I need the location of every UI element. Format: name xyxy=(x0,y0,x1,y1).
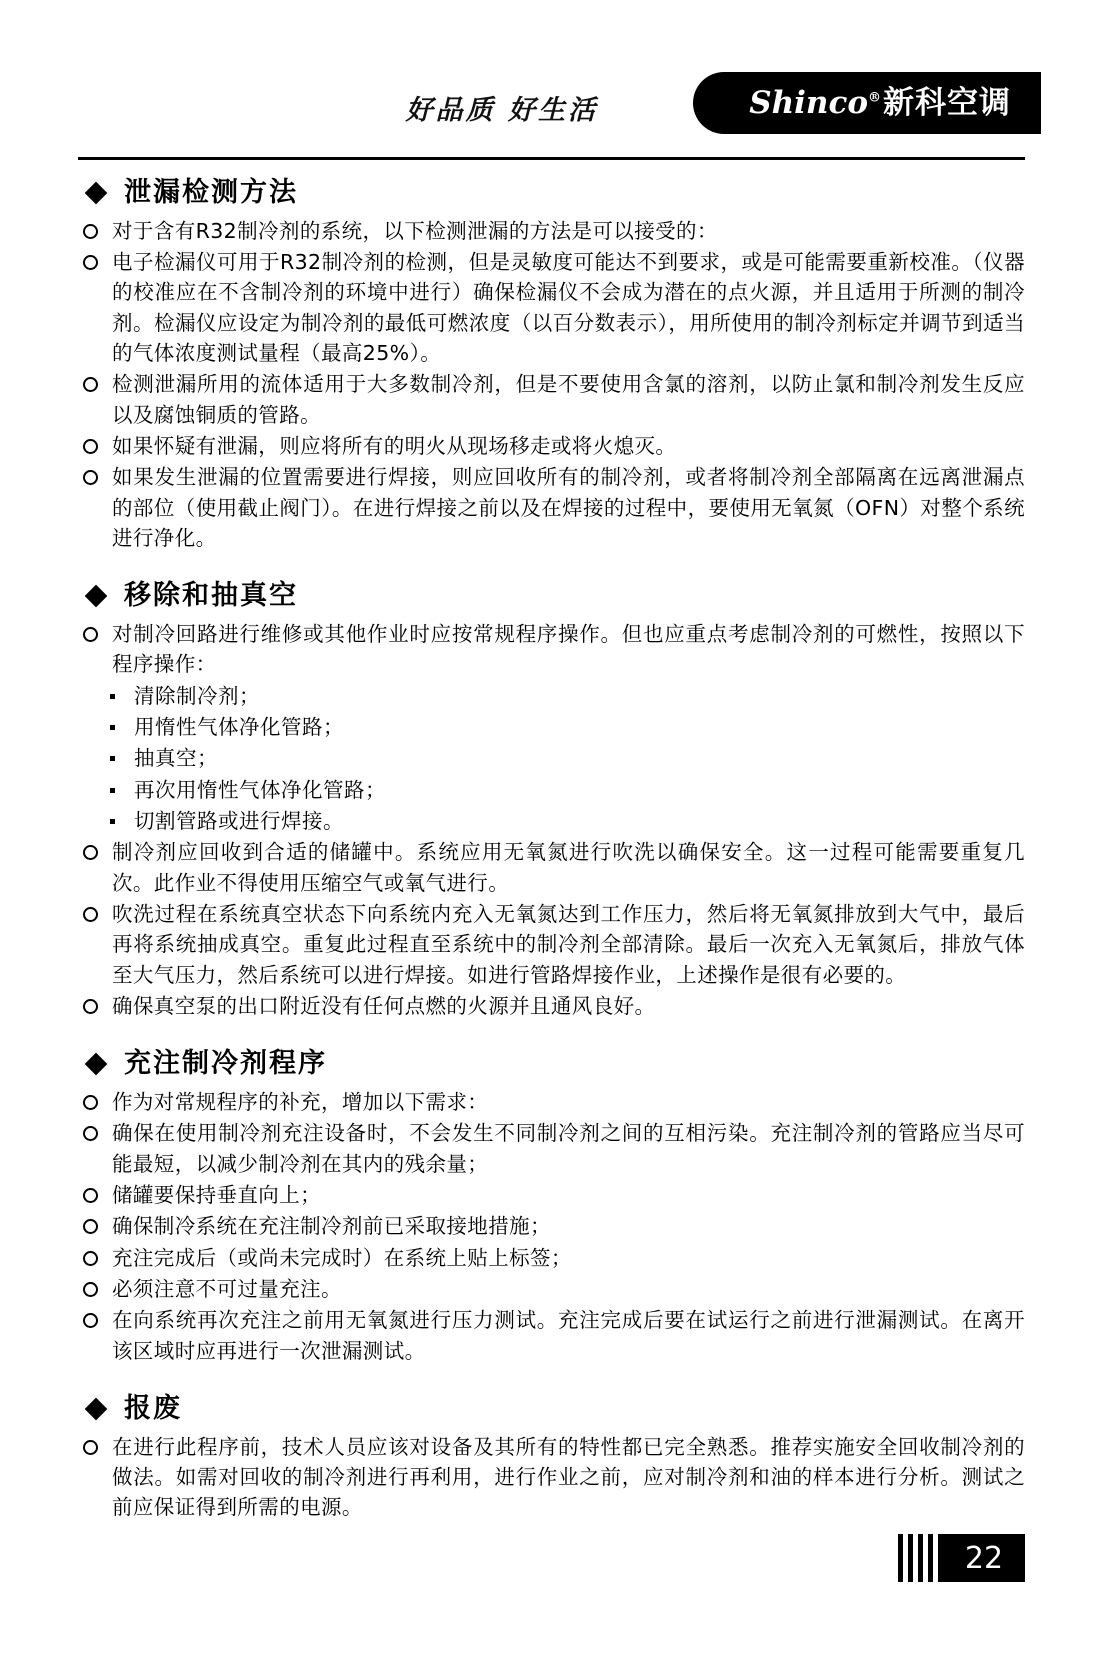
page-footer xyxy=(898,1534,1025,1582)
list-item xyxy=(78,806,1025,836)
list-item xyxy=(78,775,1025,805)
list-item-text: 电子检漏仪可用于R32制冷剂的检测，但是灵敏度可能达不到要求，或是可能需要重新校准。（仪器的校准应在不含制冷剂的环境中进行）确保检漏仪不会成为潜在的点火源，并且适用于所测的制冷剂。检漏仪应设定为制冷剂的最低可燃浓度（以百分数表示），用所使用的制冷剂标定并调节到适当的气体浓度测试量程（最高25%）。 xyxy=(112,250,1025,366)
list-item xyxy=(78,899,1025,990)
list-item-text: 确保真空泵的出口附近没有任何点燃的火源并且通风良好。 xyxy=(112,994,656,1019)
list-item-text: 如果发生泄漏的位置需要进行焊接，则应回收所有的制冷剂，或者将制冷剂全部隔离在远离泄漏点的部位（使用截止阀门）。在进行焊接之前以及在焊接的过程中，要使用无氧氮（OFN）对整个系统进行净化。 xyxy=(112,465,1025,551)
section-leak-detection xyxy=(78,176,1025,553)
diamond-bullet-icon xyxy=(85,1398,108,1421)
page-header xyxy=(0,60,1103,160)
list-item xyxy=(78,216,1025,246)
list-item xyxy=(78,991,1025,1021)
list-item-text: 对于含有R32制冷剂的系统，以下检测泄漏的方法是可以接受的： xyxy=(112,218,718,243)
list-item xyxy=(78,431,1025,461)
circle-bullet-icon xyxy=(83,439,98,454)
list-item xyxy=(78,743,1025,773)
list-item xyxy=(78,1211,1025,1241)
section-item-list xyxy=(78,1087,1025,1366)
list-item-text: 检测泄漏所用的流体适用于大多数制冷剂，但是不要使用含氯的溶剂，以防止氯和制冷剂发生反应以及腐蚀铜质的管路。 xyxy=(112,372,1025,427)
list-item xyxy=(78,462,1025,553)
section-item-list xyxy=(78,619,1025,1021)
list-item xyxy=(78,1274,1025,1304)
list-item xyxy=(78,1243,1025,1273)
circle-bullet-icon xyxy=(83,999,98,1014)
section-title-text: 泄漏检测方法 xyxy=(124,177,298,208)
footer-barcode-decoration xyxy=(898,1534,943,1582)
section-item-list xyxy=(78,1432,1025,1523)
circle-bullet-icon xyxy=(83,1126,98,1141)
list-item-text: 清除制冷剂； xyxy=(134,683,260,708)
circle-bullet-icon xyxy=(83,1282,98,1297)
circle-bullet-icon xyxy=(83,907,98,922)
diamond-bullet-icon xyxy=(85,585,108,608)
section-decommissioning xyxy=(78,1392,1025,1523)
list-item xyxy=(78,837,1025,898)
diamond-bullet-icon xyxy=(85,1053,108,1076)
circle-bullet-icon xyxy=(83,1219,98,1234)
list-item-text: 如果怀疑有泄漏，则应将所有的明火从现场移走或将火熄灭。 xyxy=(112,434,677,459)
list-item-text: 在向系统再次充注之前用无氧氮进行压力测试。充注完成后要在试运行之前进行泄漏测试。在离开该区域时应再进行一次泄漏测试。 xyxy=(112,1308,1025,1363)
circle-bullet-icon xyxy=(83,1095,98,1110)
list-item xyxy=(78,1305,1025,1366)
brand-slogan: 好品质 好生活 xyxy=(405,95,598,126)
list-item xyxy=(78,369,1025,430)
circle-bullet-icon xyxy=(83,845,98,860)
section-removal-and-evacuation xyxy=(78,579,1025,1021)
list-item xyxy=(78,681,1025,711)
section-heading xyxy=(88,1047,1025,1081)
list-item-text: 切割管路或进行焊接。 xyxy=(134,809,344,834)
section-charging-procedure xyxy=(78,1047,1025,1366)
list-item-text: 再次用惰性气体净化管路； xyxy=(134,777,386,802)
list-item-text: 充注完成后（或尚未完成时）在系统上贴上标签； xyxy=(112,1245,572,1270)
list-item xyxy=(78,247,1025,368)
section-heading xyxy=(88,1392,1025,1426)
circle-bullet-icon xyxy=(83,1440,98,1455)
page-number: 22 xyxy=(943,1534,1025,1582)
brand-name-chinese: 新科空调 xyxy=(883,84,1011,121)
list-item-text: 在进行此程序前，技术人员应该对设备及其所有的特性都已完全熟悉。推荐实施安全回收制冷剂的做法。如需对回收的制冷剂进行再利用，进行作业之前，应对制冷剂和油的样本进行分析。测试之前应保证得到所需的电源。 xyxy=(112,1434,1025,1520)
list-item xyxy=(78,619,1025,680)
list-item-text: 必须注意不可过量充注。 xyxy=(112,1277,342,1302)
circle-bullet-icon xyxy=(83,1251,98,1266)
section-heading xyxy=(88,176,1025,210)
list-item-text: 吹洗过程在系统真空状态下向系统内充入无氧氮达到工作压力，然后将无氧氮排放到大气中，最后再将系统抽成真空。重复此过程直至系统中的制冷剂全部清除。最后一次充入无氧氮后，排放气体至大气压力，然后系统可以进行焊接。如进行管路焊接作业，上述操作是很有必要的。 xyxy=(112,902,1025,987)
dot-bullet-icon xyxy=(110,756,115,761)
dot-bullet-icon xyxy=(110,694,115,699)
list-item-text: 抽真空； xyxy=(134,746,218,771)
list-item-text: 制冷剂应回收到合适的储罐中。系统应用无氧氮进行吹洗以确保安全。这一过程可能需要重复几次。此作业不得使用压缩空气或氧气进行。 xyxy=(112,840,1025,895)
brand-name-latin: Shinco® xyxy=(749,84,881,121)
list-item xyxy=(78,1087,1025,1117)
dot-bullet-icon xyxy=(110,725,115,730)
circle-bullet-icon xyxy=(83,627,98,642)
registered-mark-icon: ® xyxy=(868,90,881,106)
list-item-text: 储罐要保持垂直向上； xyxy=(112,1183,321,1208)
dot-bullet-icon xyxy=(110,819,115,824)
diamond-bullet-icon xyxy=(85,182,108,205)
list-item xyxy=(78,1118,1025,1179)
list-item-text: 确保制冷系统在充注制冷剂前已采取接地措施； xyxy=(112,1214,551,1239)
list-item xyxy=(78,1432,1025,1523)
circle-bullet-icon xyxy=(83,1188,98,1203)
circle-bullet-icon xyxy=(83,377,98,392)
dot-bullet-icon xyxy=(110,788,115,793)
section-heading xyxy=(88,579,1025,613)
section-item-list xyxy=(78,216,1025,554)
circle-bullet-icon xyxy=(83,470,98,485)
circle-bullet-icon xyxy=(83,1313,98,1328)
section-title-text: 充注制冷剂程序 xyxy=(124,1048,327,1080)
list-item xyxy=(78,1180,1025,1210)
circle-bullet-icon xyxy=(83,224,98,239)
list-item xyxy=(78,712,1025,742)
list-item-text: 对制冷回路进行维修或其他作业时应按常规程序操作。但也应重点考虑制冷剂的可燃性，按照以下程序操作： xyxy=(112,622,1025,677)
list-item-text: 确保在使用制冷剂充注设备时，不会发生不同制冷剂之间的互相污染。充注制冷剂的管路应当尽可能最短，以减少制冷剂在其内的残余量； xyxy=(112,1121,1025,1176)
brand-logo-badge xyxy=(693,72,1041,134)
circle-bullet-icon xyxy=(83,255,98,270)
page-content xyxy=(78,172,1025,1524)
list-item-text: 作为对常规程序的补充，增加以下需求： xyxy=(112,1090,489,1115)
section-title-text: 报废 xyxy=(124,1393,182,1425)
header-divider xyxy=(78,157,1025,160)
list-item-text: 用惰性气体净化管路； xyxy=(134,715,344,740)
section-title-text: 移除和抽真空 xyxy=(124,580,298,612)
